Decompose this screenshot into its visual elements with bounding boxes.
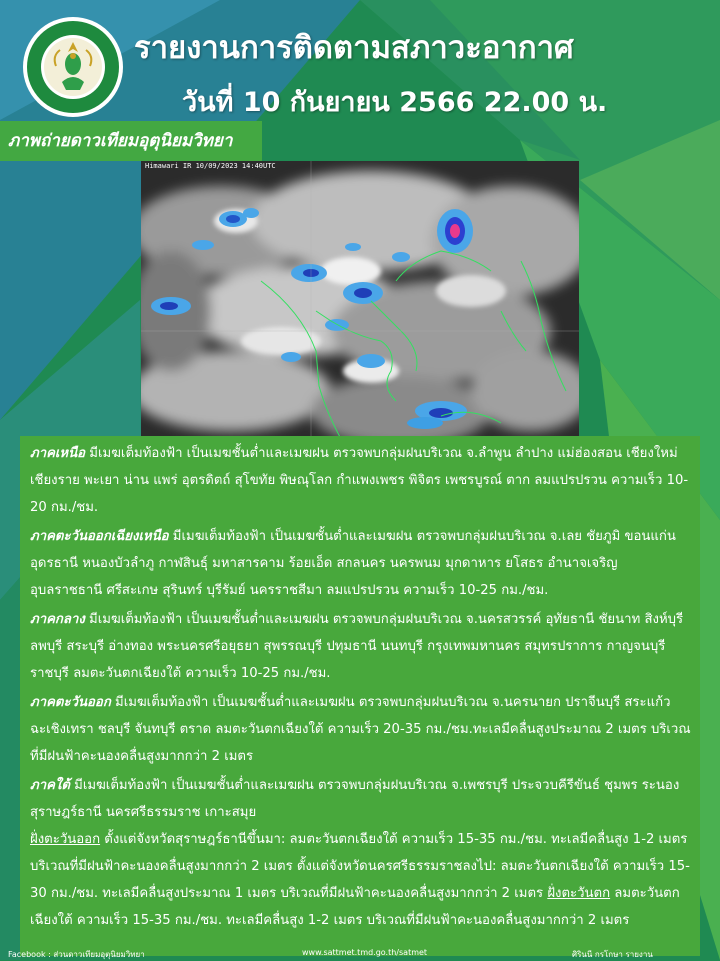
report-date: วันที่ 10 กันยายน 2566 22.00 น. (182, 87, 608, 118)
region-east (30, 689, 692, 770)
region-name: ภาคตะวันออกเฉียงเหนือ (30, 529, 169, 544)
weather-report-box (20, 436, 700, 956)
south-west-coast-label: ฝั่งตะวันตก (547, 886, 611, 901)
region-northeast (30, 523, 692, 604)
region-text: มีเมฆเต็มท้องฟ้า เป็นเมฆชั้นต่ำและเมฆฝน ตรวจพบกลุ่มฝนบริเวณ จ.นครสวรรค์ อุทัยธานี ชัยนาท สิงห์บุรี ลพบุรี สระบุรี อ่างทอง พระนครศรีอยุธยา สุพรรณบุรี ปทุมธานี นนทบุรี กรุงเทพมหานคร สมุทรปราการ กาญจนบุรี ราชบุรี ลมตะวันตกเฉียงใต้ ความเร็ว 10-25 กม./ชม. (30, 612, 684, 681)
footer-reporter: ศิรินนี กรโกษา รายงาน (572, 950, 653, 959)
region-name: ภาคตะวันออก (30, 695, 111, 710)
region-south (30, 772, 692, 934)
footer (0, 946, 720, 960)
south-west-coast-text: ลมตะวันตกเฉียงใต้ ความเร็ว 15-35 กม./ชม. ทะเลมีคลื่นสูง 1-2 เมตร บริเวณที่มีฝนฟ้าคะนองคลื่นสูงมากกว่า 2 เมตร (30, 886, 680, 928)
region-central (30, 606, 692, 687)
satellite-section-label: ภาพถ่ายดาวเทียมอุตุนิยมวิทยา (0, 121, 262, 161)
meteorological-department-seal-icon (22, 16, 124, 118)
satellite-image (141, 161, 579, 439)
region-north (30, 440, 692, 521)
region-text: มีเมฆเต็มท้องฟ้า เป็นเมฆชั้นต่ำและเมฆฝน ตรวจพบกลุ่มฝนบริเวณ จ.นครนายก ปราจีนบุรี สระแก้ว ฉะเชิงเทรา ชลบุรี จันทบุรี ตราด ลมตะวันตกเฉียงใต้ ความเร็ว 20-35 กม./ชม.ทะเลมีคลื่นสูงประมาณ 2 เมตร บริเวณที่มีฝนฟ้าคะนองคลื่นสูงมากกว่า 2 เมตร (30, 695, 691, 764)
footer-facebook: Facebook : ส่วนดาวเทียมอุตุนิยมวิทยา (8, 950, 145, 959)
south-east-coast-label: ฝั่งตะวันออก (30, 832, 101, 847)
report-title: รายงานการติดตามสภาวะอากาศ (134, 30, 574, 66)
region-text: มีเมฆเต็มท้องฟ้า เป็นเมฆชั้นต่ำและเมฆฝน ตรวจพบกลุ่มฝนบริเวณ จ.เลย ชัยภูมิ ขอนแก่น อุดรธานี หนองบัวลำภู กาฬสินธุ์ มหาสารคาม ร้อยเอ็ด สกลนคร นครพนม มุกดาหาร ยโสธร อำนาจเจริญ อุบลราชธานี ศรีสะเกษ สุรินทร์ บุรีรัมย์ นครราชสีมา ลมแปรปรวน ความเร็ว 10-25 กม./ชม. (30, 529, 676, 598)
south-east-coast-text: ตั้งแต่จังหวัดสุราษฎร์ธานีขึ้นมา: ลมตะวันตกเฉียงใต้ ความเร็ว 15-35 กม./ชม. ทะเลมีคลื่นสูง 1-2 เมตร บริเวณที่มีฝนฟ้าคะนองคลื่นสูงมากกว่า 2 เมตร ตั้งแต่จังหวัดนครศรีธรรมราชลงไป: ลมตะวันตกเฉียงใต้ ความเร็ว 15-30 กม./ชม. ทะเลมีคลื่นสูงประมาณ 1 เมตร บริเวณที่มีฝนฟ้าคะนองคลื่นสูงมากกว่า 2 เมตร (30, 832, 690, 901)
region-name: ภาคกลาง (30, 612, 85, 627)
satellite-caption: Himawari IR 10/09/2023 14:40UTC (145, 162, 276, 170)
footer-website: www.sattmet.tmd.go.th/satmet (302, 948, 428, 957)
region-name: ภาคใต้ (30, 778, 70, 793)
region-name: ภาคเหนือ (30, 446, 86, 461)
region-text: มีเมฆเต็มท้องฟ้า เป็นเมฆชั้นต่ำและเมฆฝน ตรวจพบกลุ่มฝนบริเวณ จ.ลำพูน ลำปาง แม่ฮ่องสอน เชียงใหม่ เชียงราย พะเยา น่าน แพร่ อุตรดิตถ์ สุโขทัย พิษณุโลก กำแพงเพชร พิจิตร เพชรบูรณ์ ตาก ลมแปรปรวน ความเร็ว 10-20 กม./ชม. (30, 446, 689, 515)
region-text: มีเมฆเต็มท้องฟ้า เป็นเมฆชั้นต่ำและเมฆฝน ตรวจพบกลุ่มฝนบริเวณ จ.เพชรบุรี ประจวบคีรีขันธ์ ชุมพร ระนอง สุราษฎร์ธานี นครศรีธรรมราช เกาะสมุย (30, 778, 680, 820)
